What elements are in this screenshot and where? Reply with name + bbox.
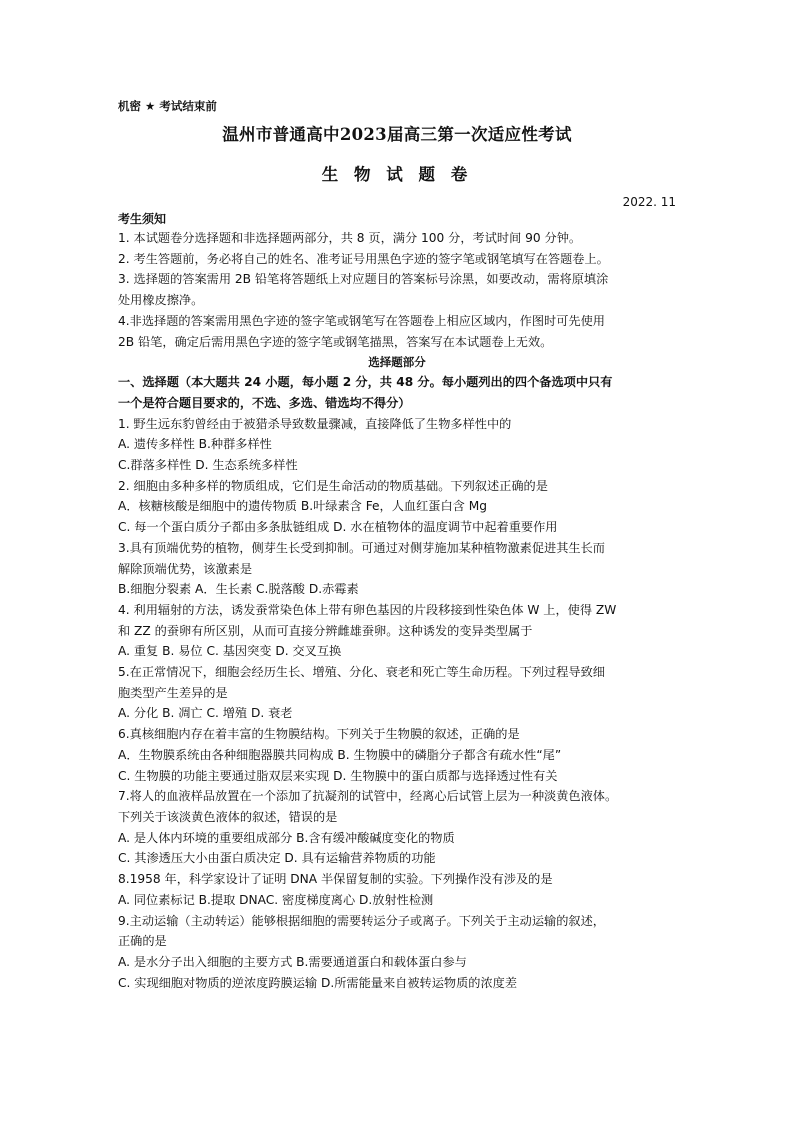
notice-line: 2B 铅笔，确定后需用黑色字迹的签字笔或钢笔描黑，答案写在本试题卷上无效。 bbox=[118, 334, 553, 349]
section-heading: 选择题部分 bbox=[368, 355, 426, 370]
notice-line: 2. 考生答题前，务必将自己的姓名、准考证号用黑色字迹的签字笔或钢笔填写在答题卷上。 bbox=[118, 251, 609, 266]
question-line: 8.1958 年，科学家设计了证明 DNA 半保留复制的实验。下列操作没有涉及的是 bbox=[118, 872, 553, 887]
question-line: 下列关于该淡黄色液体的叙述，错误的是 bbox=[118, 809, 338, 824]
question-line: 5.在正常情况下，细胞会经历生长、增殖、分化、衰老和死亡等生命历程。下列过程导致细 bbox=[118, 665, 605, 680]
question-line: A. 重复 B. 易位 C. 基因突变 D. 交叉互换 bbox=[118, 644, 342, 659]
question-line: B.细胞分裂素 A．生长素 C.脱落酸 D.赤霉素 bbox=[118, 582, 359, 597]
exam-page bbox=[118, 96, 676, 993]
question-line: 1. 野生远东豹曾经由于被猎杀导致数量骤减，直接降低了生物多样性中的 bbox=[118, 416, 512, 431]
exam-date: 2022. 11 bbox=[622, 195, 676, 209]
question-line: A. 是人体内环境的重要组成部分 B.含有缓冲酸碱度变化的物质 bbox=[118, 830, 455, 845]
question-line: 3.具有顶端优势的植物，侧芽生长受到抑制。可通过对侧芽施加某种植物激素促进其生长而 bbox=[118, 540, 605, 555]
question-line: A. 遗传多样性 B.种群多样性 bbox=[118, 437, 272, 452]
question-line: 正确的是 bbox=[118, 934, 167, 949]
question-line: C. 生物膜的功能主要通过脂双层来实现 D. 生物膜中的蛋白质都与选择透过性有关 bbox=[118, 768, 558, 783]
question-line: 和 ZZ 的蚕卵有所区别，从而可直接分辨雌雄蚕卵。这种诱发的变异类型属于 bbox=[118, 623, 533, 638]
question-line: 胞类型产生差异的是 bbox=[118, 685, 228, 700]
section-intro-line: 一个是符合题目要求的，不选、多选、错选均不得分） bbox=[118, 395, 411, 410]
question-line: A. 同位素标记 B.提取 DNAC. 密度梯度离心 D.放射性检测 bbox=[118, 892, 434, 907]
question-line: C. 实现细胞对物质的逆浓度跨膜运输 D.所需能量来自被转运物质的浓度差 bbox=[118, 975, 518, 990]
question-line: 7.将人的血液样品放置在一个添加了抗凝剂的试管中，经离心后试管上层为一种淡黄色液体。 bbox=[118, 789, 618, 804]
question-line: A．核糖核酸是细胞中的遗传物质 B.叶绿素含 Fe，人血红蛋白含 Mg bbox=[118, 499, 487, 514]
notice-line: 3. 选择题的答案需用 2B 铅笔将答题纸上对应题目的答案标号涂黑，如要改动，需将原填涂 bbox=[118, 272, 609, 287]
question-line: A．生物膜系统由各种细胞器膜共同构成 B. 生物膜中的磷脂分子都含有疏水性“尾” bbox=[118, 747, 562, 762]
question-list bbox=[118, 414, 676, 994]
question-line: C.群落多样性 D. 生态系统多样性 bbox=[118, 458, 298, 473]
question-line: 9.主动运输（主动转运）能够根据细胞的需要转运分子或离子。下列关于主动运输的叙述， bbox=[118, 913, 605, 928]
question-line: C. 每一个蛋白质分子都由多条肽链组成 D. 水在植物体的温度调节中起着重要作用 bbox=[118, 520, 558, 535]
exam-title: 温州市普通高中2023届高三第一次适应性考试 bbox=[222, 125, 572, 144]
notice-line: 处用橡皮擦净。 bbox=[118, 293, 204, 308]
notice-line: 1. 本试题卷分选择题和非选择题两部分，共 8 页，满分 100 分，考试时间 90 分钟。 bbox=[118, 231, 582, 245]
exam-subtitle: 生 物 试 题 卷 bbox=[321, 165, 473, 184]
question-line: 6.真核细胞内存在着丰富的生物膜结构。下列关于生物膜的叙述，正确的是 bbox=[118, 727, 520, 742]
question-line: 2. 细胞由多种多样的物质组成，它们是生命活动的物质基础。下列叙述正确的是 bbox=[118, 478, 548, 493]
question-line: A. 分化 B. 凋亡 C. 增殖 D. 衰老 bbox=[118, 706, 293, 721]
question-line: 解除顶端优势，该激素是 bbox=[118, 561, 253, 576]
notice-block bbox=[118, 211, 676, 352]
question-line: C. 其渗透压大小由蛋白质决定 D. 具有运输营养物质的功能 bbox=[118, 851, 436, 866]
section-intro-line: 一、选择题（本大题共 24 小题，每小题 2 分，共 48 分。每小题列出的四个备选项中只有 bbox=[118, 375, 613, 390]
notice-line: 4.非选择题的答案需用黑色字迹的签字笔或钢笔写在答题卷上相应区域内，作图时可先使用 bbox=[118, 313, 605, 328]
confidential-label: 机密 ★ 考试结束前 bbox=[118, 99, 217, 113]
question-line: A. 是水分子出入细胞的主要方式 B.需要通道蛋白和载体蛋白参与 bbox=[118, 954, 467, 969]
notice-heading: 考生须知 bbox=[118, 212, 167, 226]
question-line: 4. 利用辐射的方法，诱发蚕常染色体上带有卵色基因的片段移接到性染色体 W 上，使得 ZW bbox=[118, 602, 617, 617]
